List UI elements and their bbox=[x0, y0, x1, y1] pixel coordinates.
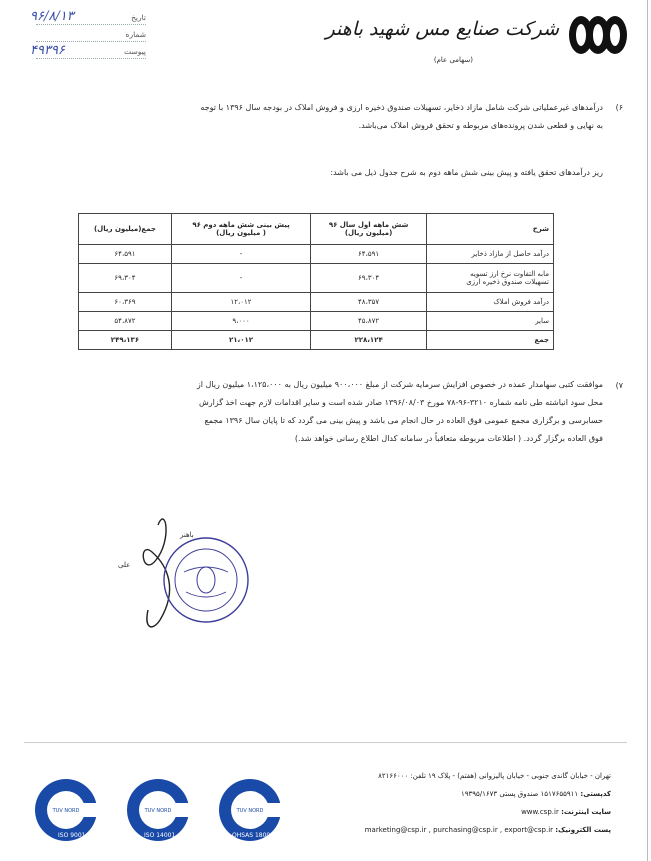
income-table bbox=[78, 213, 554, 350]
company-type: (سهامی عام) bbox=[433, 56, 473, 64]
row-desc: درآمد حاصل از مازاد ذخایر bbox=[427, 245, 554, 264]
postal-value: ۱۵۱۷۶۵۵۹۱۱ صندوق پستی ۱۹۳۹۵/۱۶۷۳ bbox=[460, 790, 579, 798]
cert-brand: TUV NORD bbox=[52, 808, 80, 814]
attachment-label: پیوست bbox=[124, 47, 146, 56]
row-desc bbox=[427, 264, 554, 293]
cert-standard: ISO 14001 bbox=[144, 832, 176, 839]
col-total-header: جمع(میلیون ریال) bbox=[79, 214, 172, 245]
first-half-title: شش ماهه اول سال ۹۶ bbox=[328, 221, 409, 229]
email-links[interactable]: marketing@csp.ir , purchasing@csp.ir , export@csp.ir bbox=[364, 826, 554, 834]
number-label: شماره bbox=[125, 30, 146, 39]
table-row bbox=[79, 312, 554, 331]
row-desc: سایر bbox=[427, 312, 554, 331]
table-row bbox=[79, 293, 554, 312]
website-label: سایت اینترنت: bbox=[561, 808, 611, 816]
row-total: ۶۴،۵۹۱ bbox=[79, 245, 172, 264]
col-second-half-header bbox=[171, 214, 310, 245]
item6-paragraph bbox=[43, 99, 603, 135]
row-first-half: ۶۴،۵۹۱ bbox=[311, 245, 427, 264]
row-desc-line: تسهیلات صندوق ذخیره ارزی bbox=[466, 278, 549, 286]
row-second-half: - bbox=[171, 264, 310, 293]
second-half-unit: ( میلیون ریال) bbox=[216, 229, 266, 237]
item7-number: ۷) bbox=[615, 381, 623, 390]
company-name: شرکت صنایع مس شهید باهنر bbox=[325, 18, 559, 40]
letter-meta bbox=[30, 8, 146, 59]
table-row bbox=[79, 245, 554, 264]
row-total: ۶۰،۳۶۹ bbox=[79, 293, 172, 312]
total-second-half: ۲۱،۰۱۲ bbox=[171, 331, 310, 350]
row-desc: درآمد فروش املاک bbox=[427, 293, 554, 312]
attachment-row bbox=[30, 42, 146, 59]
row-second-half: ۱۲،۰۱۲ bbox=[171, 293, 310, 312]
footer-website bbox=[521, 808, 611, 816]
table-total-row bbox=[79, 331, 554, 350]
footer-divider bbox=[24, 742, 627, 743]
table-intro: ریز درآمدهای تحقق یافته و پیش بینی شش ماهه دوم به شرح جدول ذیل می باشد: bbox=[330, 168, 603, 177]
total-desc: جمع bbox=[427, 331, 554, 350]
item7-line: موافقت کتبی سهامدار عمده در خصوص افزایش سرمایه شرکت از مبلغ ۹۰۰،۰۰۰ میلیون ریال به ۱،۱۲۵،۰۰۰ میلیون ریال از bbox=[196, 380, 603, 389]
item7-line: فوق العاده برگزار گردد. ( اطلاعات مربوطه متعاقباً در سامانه کدال اطلاع رسانی خواهد شد.) bbox=[294, 434, 603, 443]
row-first-half: ۶۹،۳۰۴ bbox=[311, 264, 427, 293]
col-desc-header: شرح bbox=[427, 214, 554, 245]
item6-number: ۶) bbox=[615, 103, 623, 112]
item7-line: محل سود انباشته طی نامه شماره ۳۲۱۰-۹۶-۷۸ مورخ ۱۳۹۶/۰۸/۰۳ صادر شده است و سایر اقدامات لازم جهت اخذ گزارش bbox=[198, 398, 603, 407]
date-label: تاریخ bbox=[131, 13, 146, 22]
table-row bbox=[79, 264, 554, 293]
company-logo bbox=[567, 14, 629, 56]
row-second-half: - bbox=[171, 245, 310, 264]
table-header-row bbox=[79, 214, 554, 245]
cert-brand: TUV NORD bbox=[236, 808, 264, 814]
footer-address: تهران - خیابان گاندی جنوبی - خیابان پالیزوانی (هفتم) - پلاک ۱۹ تلفن: ۸۲۱۶۶۰۰۰ bbox=[378, 772, 611, 780]
col-first-half-header bbox=[311, 214, 427, 245]
total-first-half: ۲۲۸،۱۲۴ bbox=[311, 331, 427, 350]
item6-line: درآمدهای غیرعملیاتی شرکت شامل مازاد ذخایر، تسهیلات صندوق ذخیره ارزی و فروش املاک در بودجه سال ۱۳۹۶ با توجه bbox=[200, 103, 603, 112]
date-value: ۹۶/۸/۱۳ bbox=[30, 9, 74, 24]
item6-line: به نهایی و قطعی شدن پرونده‌های مربوطه و تحقق فروش املاک می‌باشد. bbox=[358, 121, 603, 130]
cert-standard: OHSAS 18001 bbox=[232, 832, 275, 839]
page-edge bbox=[647, 0, 648, 861]
postal-label: کدپستی: bbox=[580, 790, 611, 798]
signature-name: باهنر bbox=[180, 531, 194, 539]
footer-postal bbox=[461, 790, 611, 798]
row-total: ۶۹،۳۰۴ bbox=[79, 264, 172, 293]
footer-email bbox=[365, 826, 611, 834]
first-half-unit: (میلیون ریال) bbox=[344, 229, 393, 237]
row-total: ۵۴،۸۷۲ bbox=[79, 312, 172, 331]
signature-stamp bbox=[108, 500, 268, 650]
number-row bbox=[36, 25, 146, 42]
attachment-value: ۴۹۳۹۶ bbox=[30, 43, 65, 58]
date-row bbox=[30, 8, 146, 25]
row-first-half: ۴۸،۳۵۷ bbox=[311, 293, 427, 312]
item7-line: حسابرسی و برگزاری مجمع عمومی فوق العاده در حال انجام می باشد و پیش بینی می گردد که تا پایان سال ۱۳۹۶ مجمع bbox=[204, 416, 603, 425]
certification-logos bbox=[28, 775, 288, 845]
email-label: پست الکترونیک: bbox=[555, 826, 611, 834]
row-desc-line: مابه التفاوت نرخ ارز تسویه bbox=[470, 270, 549, 278]
row-first-half: ۴۵،۸۷۲ bbox=[311, 312, 427, 331]
second-half-title: پیش بینی شش ماهه دوم ۹۶ bbox=[192, 221, 290, 229]
cert-brand: TUV NORD bbox=[144, 808, 172, 814]
row-second-half: ۹،۰۰۰ bbox=[171, 312, 310, 331]
website-link[interactable]: www.csp.ir bbox=[521, 808, 559, 816]
total-total: ۲۴۹،۱۳۶ bbox=[79, 331, 172, 350]
item7-paragraph bbox=[43, 376, 603, 448]
signature-first-name: علی bbox=[118, 561, 131, 569]
cert-standard: ISO 9001 bbox=[58, 832, 86, 839]
